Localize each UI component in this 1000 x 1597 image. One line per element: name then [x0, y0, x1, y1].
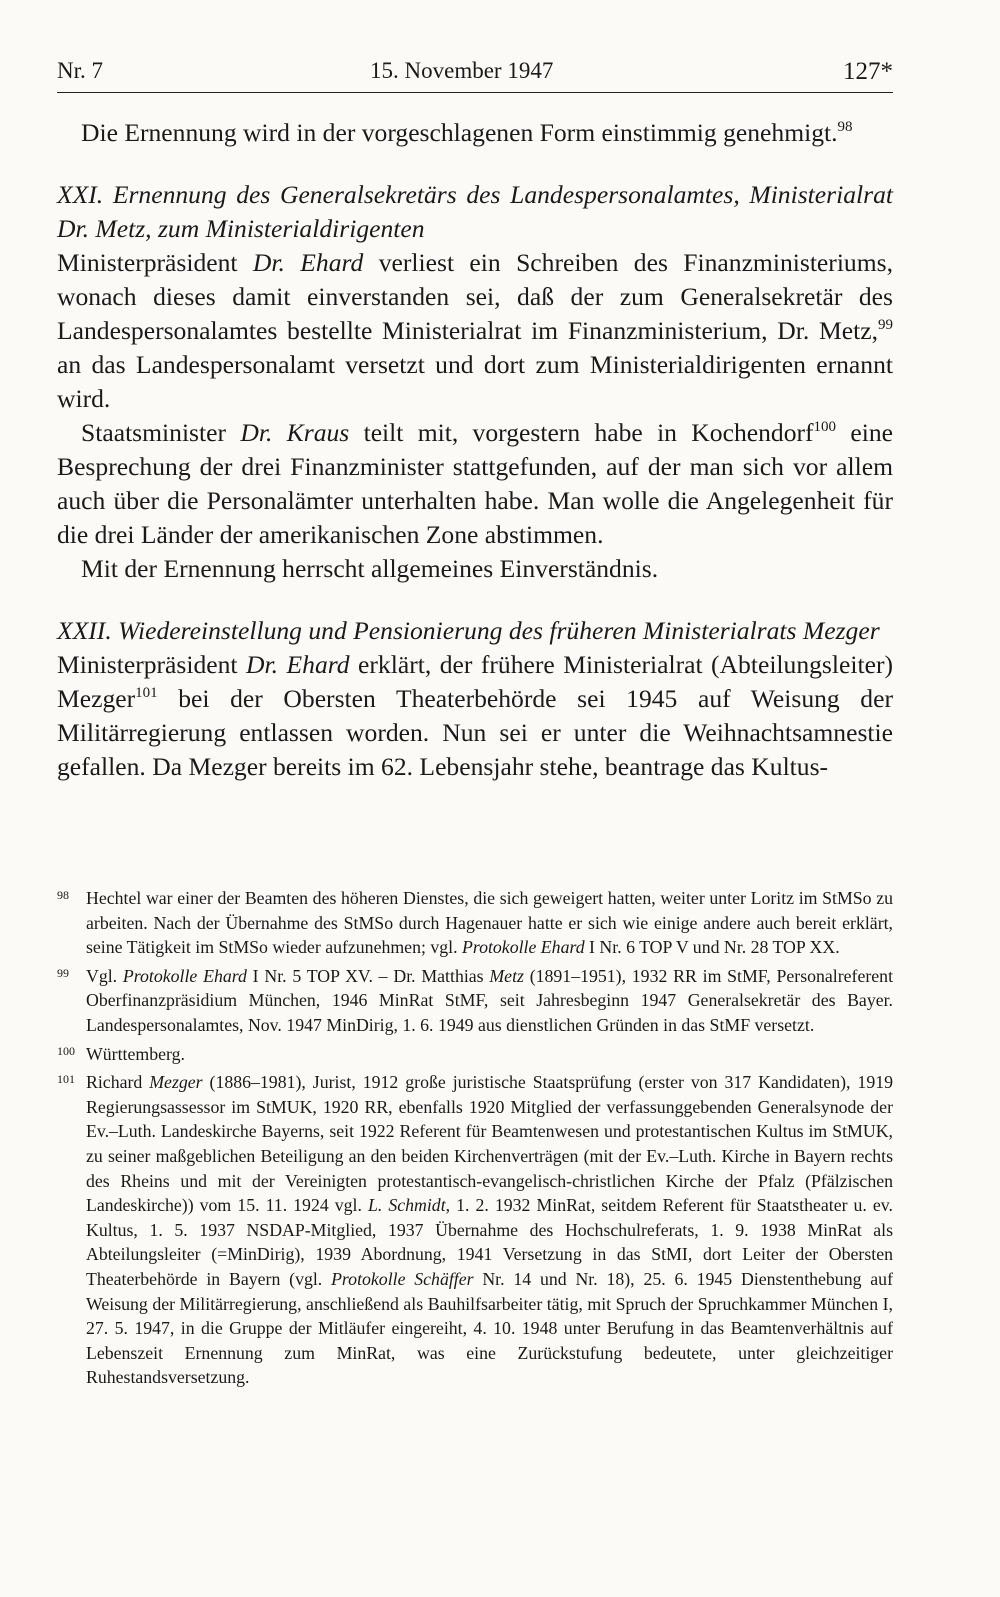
person-name: Mezger [149, 1072, 203, 1093]
paragraph [57, 246, 893, 416]
text-run: Staatsminister [81, 418, 241, 447]
footnotes [57, 886, 893, 1394]
text-run: Hechtel war einer der Beamten des höheren Dienstes, die sich geweigert hatten, weiter unter Loritz im StMSo zu arbeiten. Nach der Übernahme des StMSo durch Hagenauer hatte er sich wie einige andere auch bereit erklärt, seine Tätigkeit im StMSo wieder aufzunehmen; vgl. [86, 888, 893, 958]
footnote-101 [57, 1070, 893, 1390]
citation-title: Protokolle Schäffer [331, 1268, 474, 1289]
text-run: I Nr. 5 TOP XV. – Dr. Matthias [246, 965, 490, 986]
citation-author: L. Schmidt [367, 1195, 446, 1216]
issue-number: Nr. 7 [57, 58, 103, 83]
paragraph: Mit der Ernennung herrscht allgemeines Einverständnis. [81, 554, 659, 583]
page-number: 127* [843, 58, 893, 85]
text-run: eine Besprechung der drei Finanzminister stattgefunden, auf der man sich vor allem auch über die Personalämter unterhalten habe. Man wolle die Angelegenheit für die drei Länder der amerikanischen Zone abstimmen. [57, 418, 893, 549]
body-text [57, 116, 893, 784]
footnote-number: 99 [57, 965, 69, 980]
text-run: verliest ein Schreiben des Finanzministeriums, wonach dieses damit einverstanden sei, daß der zum Generalsekretär des Landespersonalamtes bestellte Ministerialrat im Finanzministerium, Dr. Metz, [57, 248, 893, 345]
text-run: bei der Obersten Theaterbehörde sei 1945 auf Weisung der Militärregierung entlassen worden. Nun sei er unter die Weihnachtsamnestie gefallen. Da Mezger bereits im 62. Lebensjahr stehe, beantrage das Kultus- [57, 684, 893, 781]
text-run: Richard [86, 1072, 150, 1093]
section-heading-xxi: XXI. Ernennung des Generalsekretärs des Landespersonalamtes, Ministerialrat Dr. Metz, zum Ministerialdirigenten [57, 180, 893, 243]
footnote-100 [57, 1042, 893, 1067]
footnote-ref[interactable]: 98 [837, 119, 853, 135]
section-heading-xxii: XXII. Wiedereinstellung und Pensionierung des früheren Ministerialrats Mezger [57, 616, 880, 645]
paragraph [57, 416, 893, 552]
footnote-number: 101 [57, 1072, 75, 1087]
footnote-ref[interactable]: 99 [878, 317, 893, 333]
text-run: Ministerpräsident [57, 248, 253, 277]
text-run: teilt mit, vorgestern habe in Kochendorf [349, 418, 814, 447]
citation-title: Protokolle Ehard [461, 937, 585, 958]
person-name: Metz [489, 965, 524, 986]
person-name: Dr. Ehard [252, 248, 364, 277]
header-date: 15. November 1947 [370, 58, 554, 83]
footnote-99 [57, 964, 893, 1038]
text-run: an das Landespersonalamt versetzt und dort zum Ministerialdirigenten ernannt wird. [57, 350, 893, 413]
text-run: (1886–1981), Jurist, 1912 große juristische Staatsprüfung (erster von 317 Kandidaten), 1919 Regierungsassessor im StMUK, 1920 RR, ebenfalls 1920 Mitglied der verfassunggebenden Generalsynode der Ev.–Luth. Landeskirche Bayerns, seit 1922 Referent für Beamtenwesen und protestantischen Kultus im StMUK, zu seiner maßgeblichen Beteiligung an den beiden Kirchenverträgen (mit der Ev.–Luth. Kirche in Bayern rechts des Rheins und mit der Vereinigten protestantisch-evangelisch-christlichen Kirche der Pfalz (Pfälzischen Landeskirche)) vom 15. 11. 1924 vgl. [86, 1072, 893, 1216]
text-run: I Nr. 6 TOP V und Nr. 28 TOP XX. [584, 937, 840, 958]
paragraph [57, 648, 893, 784]
citation-title: Protokolle Ehard [122, 965, 247, 986]
text-run: Württemberg. [86, 1043, 185, 1064]
text-run: (1891–1951), 1932 RR im StMF, Personalreferent Oberfinanzpräsidium München, 1946 MinRat StMF, seit Jahresbeginn 1947 Generalsekretär des Bayer. Landespersonalamtes, Nov. 1947 MinDirig, 1. 6. 1949 aus dienstlichen Gründen in das StMF versetzt. [86, 965, 894, 1035]
text-run: Nr. 14 und Nr. 18), 25. 6. 1945 Dienstenthebung auf Weisung der Militärregierung, anschließend als Bauhilfsarbeiter tätig, mit Spruch der Spruchkammer München I, 27. 5. 1947, in die Gruppe der Mitläufer eingereiht, 4. 10. 1948 unter Berufung in das Beamtenverhältnis auf Lebenszeit Ernennung zum MinRat, was eine Zurückstufung bedeutete, unter gleichzeitiger Ruhestandsversetzung. [86, 1268, 893, 1388]
footnote-ref[interactable]: 100 [813, 419, 837, 435]
page-header [57, 52, 893, 93]
text-run: Ministerpräsident [57, 650, 247, 679]
footnote-98 [57, 886, 893, 960]
person-name: Dr. Ehard [246, 650, 350, 679]
footnote-number: 100 [57, 1043, 75, 1058]
paragraph [57, 116, 893, 150]
person-name: Dr. Kraus [240, 418, 350, 447]
text-run: Vgl. [86, 965, 123, 986]
footnote-number: 98 [57, 888, 69, 902]
text-run: Die Ernennung wird in der vorgeschlagenen Form einstimmig genehmigt. [81, 118, 838, 147]
text-run: , 1. 2. 1932 MinRat, seitdem Referent für Staatstheater u. ev. Kultus, 1. 5. 1937 NSDAP-Mitglied, 1937 Übernahme des Hochschulreferats, 1. 9. 1938 MinRat als Abteilungsleiter (=MinDirig), 1939 Abordnung, 1941 Versetzung in das StMI, dort Leiter der Obersten Theaterbehörde in Bayern (vgl. [86, 1195, 893, 1289]
text-run: erklärt, der frühere Ministerialrat (Abteilungsleiter) Mezger [57, 650, 893, 713]
footnote-ref[interactable]: 101 [135, 685, 158, 701]
